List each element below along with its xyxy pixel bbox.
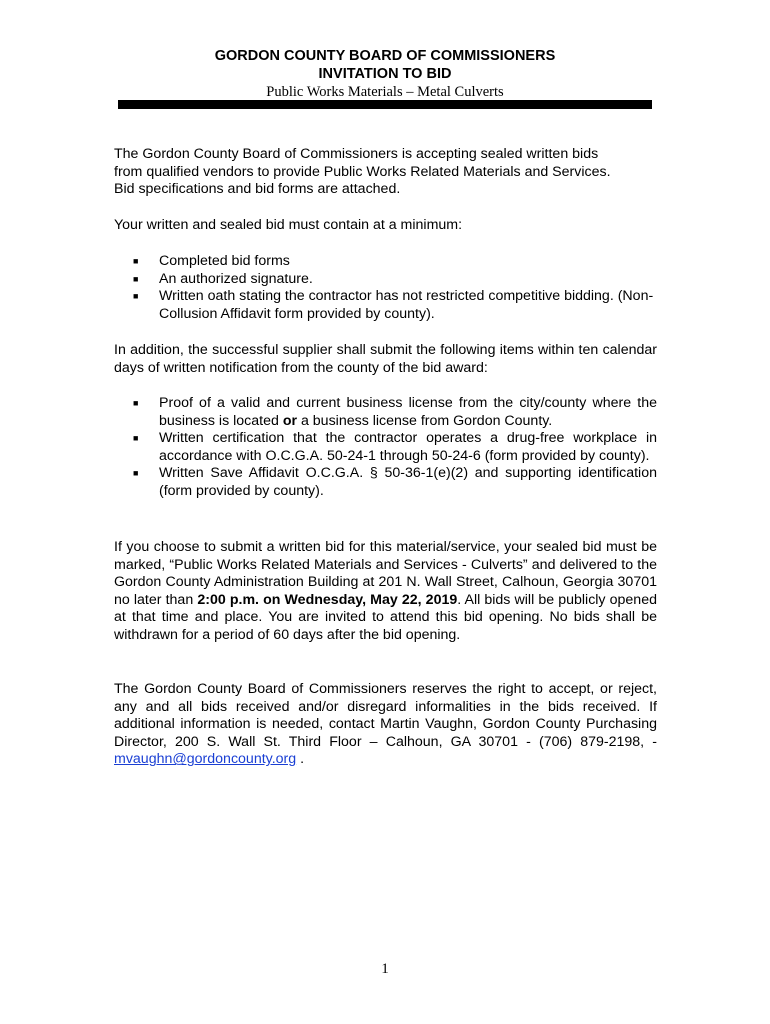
- submission-text-part: If you choose to submit a written bid for this material/service, your sealed bid must be marked, “Public Works Related Materials and Services - Culverts” and delivered to the Gordon County Administration Building at 201 N. Wall Street, Calhoun, Georgia 30701 no later than: [114, 539, 657, 608]
- square-bullet-icon: ■: [133, 398, 139, 408]
- list-item: [114, 395, 657, 430]
- contact-text-part: The Gordon County Board of Commissioners reserves the right to accept, or reject, any and all bids received and/or disregard informalities in the bids received. If additional information is needed, contact Martin Vaughn, Gordon County Purchasing Director, 200 S. Wall St. Third Floor – Calhoun, GA 30701 - (706) 879-2198, -: [114, 681, 657, 750]
- intro-line-3: Bid specifications and bid forms are attached.: [114, 181, 401, 198]
- intro-line-2: from qualified vendors to provide Public Works Related Materials and Services.: [114, 163, 611, 180]
- square-bullet-icon: ■: [133, 468, 139, 479]
- document-subtitle: Public Works Materials – Metal Culverts: [266, 84, 504, 100]
- submission-paragraph: [114, 539, 657, 645]
- intro-line-1: The Gordon County Board of Commissioners is accepting sealed written bids: [114, 146, 599, 162]
- contact-email-link[interactable]: mvaughn@gordoncounty.org: [114, 751, 297, 768]
- award-items-list: [114, 395, 657, 501]
- list-item-text: Written certification that the contractor operates a drug-free workplace in accordance with O.C.G.A. 50-24-1 through 50-24-6 (form provided by county).: [159, 430, 657, 464]
- deadline-text: 2:00 p.m. on Wednesday, May 22, 2019: [197, 591, 458, 608]
- page-number: 1: [381, 961, 389, 977]
- list-item: [114, 465, 657, 500]
- intro-paragraph: [114, 146, 657, 199]
- document-title-invitation: INVITATION TO BID: [318, 66, 452, 82]
- list-item-text: An authorized signature.: [159, 270, 313, 287]
- list-item: [114, 253, 657, 271]
- contact-paragraph: [114, 681, 657, 769]
- document-title-org: GORDON COUNTY BOARD OF COMMISSIONERS: [214, 48, 556, 64]
- square-bullet-icon: ■: [133, 291, 139, 302]
- list-item: [114, 430, 657, 465]
- list-item-text: Written oath stating the contractor has not restricted competitive bidding. (Non-Collusion Affidavit form provided by county).: [159, 288, 654, 322]
- contact-text-part: .: [296, 751, 305, 768]
- header-divider-bar: [118, 100, 652, 109]
- requirements-list: [114, 253, 657, 323]
- list-item: [114, 271, 657, 289]
- list-item-text-part: a business license from Gordon County.: [297, 412, 553, 429]
- list-item-text: Completed bid forms: [159, 253, 290, 269]
- submission-text-part: . All bids will be publicly opened at that time and place. You are invited to attend this bid opening. No bids shall be withdrawn for a period of 60 days after the bid opening.: [114, 591, 657, 643]
- list-item-text: Written Save Affidavit O.C.G.A. § 50-36-1(e)(2) and supporting identification (form provided by county).: [159, 465, 657, 499]
- square-bullet-icon: ■: [133, 256, 139, 266]
- list-item-text-part: Proof of a valid and current business license from the city/county where the business is located: [159, 395, 657, 429]
- award-items-intro: In addition, the successful supplier shall submit the following items within ten calendar days of written notification from the county of the bid award:: [114, 342, 657, 376]
- list-item-bold-word: or: [282, 412, 298, 429]
- list-item-text: [159, 395, 657, 429]
- requirements-intro: Your written and sealed bid must contain at a minimum:: [114, 217, 463, 233]
- square-bullet-icon: ■: [133, 433, 139, 444]
- list-item: [114, 288, 657, 323]
- square-bullet-icon: ■: [133, 273, 139, 284]
